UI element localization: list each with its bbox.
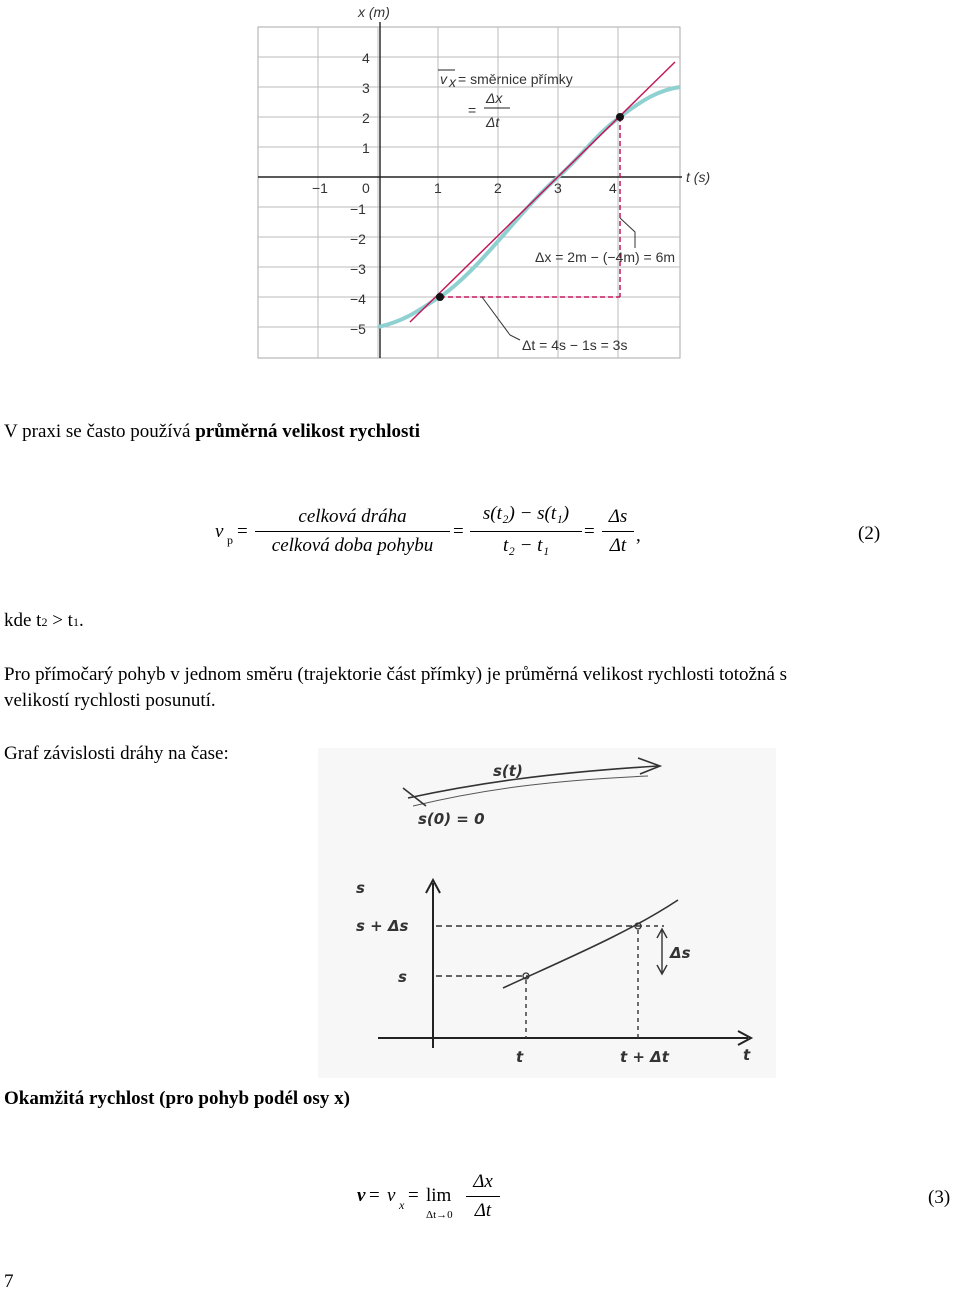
s-axis-label: s — [356, 879, 365, 897]
x-tick-labels — [350, 50, 370, 337]
point-t2 — [616, 113, 624, 121]
dt-pointer — [482, 297, 520, 340]
intro-line — [4, 420, 420, 443]
eq2-num2: s(t₂) − s(t₁) — [482, 503, 570, 524]
svg-text:v: v — [440, 71, 447, 87]
eq3-fracline — [466, 1196, 500, 1197]
eq3-lim-sub: Δt→0 — [426, 1209, 453, 1221]
eq3-lim: lim — [426, 1185, 452, 1206]
x-axis-label: x (m) — [358, 4, 390, 20]
s-plus-ds-label: s + Δs — [356, 917, 409, 935]
t-tick-labels — [312, 180, 617, 196]
svg-text:−1: −1 — [350, 201, 366, 217]
t-tick-label: t — [516, 1048, 524, 1066]
svg-text:0: 0 — [362, 180, 370, 196]
eq2-fracline1 — [255, 531, 450, 532]
svg-text:3: 3 — [554, 180, 562, 196]
kde-line: kde t2 > t1. — [4, 610, 84, 631]
eq2-eq1: = — [237, 521, 248, 542]
eq2-comma: , — [636, 525, 641, 546]
t-axis-label: t (s) — [686, 169, 711, 185]
svg-text:1: 1 — [434, 180, 442, 196]
eq3-eq1: = — [369, 1185, 380, 1206]
eq3-lhs: v — [357, 1185, 366, 1206]
svg-text:x: x — [449, 74, 456, 90]
trajectory-label: s(t) — [493, 762, 523, 780]
svg-text:−3: −3 — [350, 261, 366, 277]
svg-text:4: 4 — [609, 180, 617, 196]
dx-pointer — [620, 218, 635, 248]
intro-bold: průměrná velikost rychlosti — [195, 421, 421, 442]
svg-text:2: 2 — [494, 180, 502, 196]
paragraph-line-2: velikostí rychlosti posunutí. — [4, 690, 216, 711]
eq2-lhs: v — [215, 521, 224, 542]
secant-line — [410, 62, 675, 322]
dt-label: Δt = 4s − 1s = 3s — [522, 337, 628, 353]
page-number: 7 — [4, 1271, 14, 1292]
slope-legend — [438, 70, 573, 130]
svg-text:= směrnice přímky: = směrnice přímky — [458, 71, 573, 87]
dx-label: Δx = 2m − (−4m) = 6m — [535, 249, 676, 265]
eq3-number: (3) — [928, 1187, 951, 1208]
eq2-lhs-sub: p — [227, 533, 233, 547]
eq2-num3: Δs — [608, 506, 628, 527]
equation-3 — [0, 1165, 960, 1230]
eq2-eq2: = — [453, 521, 464, 542]
graph-caption: Graf závislosti dráhy na čase: — [4, 743, 229, 764]
eq3-vx-sub: x — [399, 1198, 405, 1212]
equation-2 — [0, 495, 960, 570]
svg-text:1: 1 — [362, 140, 370, 156]
distance-time-sketch — [318, 748, 776, 1078]
svg-text:2: 2 — [362, 110, 370, 126]
intro-plain: V praxi se často používá — [4, 421, 196, 442]
t-plus-dt-tick-label: t + Δt — [620, 1048, 669, 1066]
svg-text:−4: −4 — [350, 291, 366, 307]
eq2-den2: t₂ − t₁ — [502, 535, 550, 556]
t-axis-sketch-label: t — [743, 1046, 751, 1064]
svg-text:−5: −5 — [350, 321, 366, 337]
svg-text:Δt: Δt — [486, 114, 500, 130]
eq3-vx: v — [387, 1185, 396, 1206]
eq2-eq3: = — [584, 521, 595, 542]
position-time-graph — [250, 0, 730, 365]
svg-text:Δx: Δx — [486, 90, 503, 106]
eq2-den3: Δt — [609, 535, 627, 556]
eq2-den1: celková doba pohybu — [271, 535, 434, 556]
paragraph-line-1: Pro přímočarý pohyb v jednom směru (trajektorie část přímky) je průměrná velikost rychlosti totožná s — [4, 664, 788, 685]
svg-text:−1: −1 — [312, 180, 328, 196]
eq2-fracline3 — [602, 531, 634, 532]
svg-text:3: 3 — [362, 80, 370, 96]
eq3-eq2: = — [408, 1185, 419, 1206]
s-label: s — [398, 968, 407, 986]
instant-velocity-heading: Okamžitá rychlost (pro pohyb podél osy x) — [4, 1088, 350, 1109]
svg-text:4: 4 — [362, 50, 370, 66]
eq2-number: (2) — [858, 523, 881, 544]
ds-label: Δs — [670, 944, 691, 962]
svg-text:=: = — [468, 102, 477, 118]
point-t1 — [436, 293, 444, 301]
eq2-num1: celková dráha — [298, 506, 407, 527]
eq2-fracline2 — [470, 531, 582, 532]
origin-label: s(0) = 0 — [418, 810, 485, 828]
eq3-den: Δt — [474, 1200, 492, 1221]
eq3-num: Δx — [473, 1171, 493, 1192]
svg-text:−2: −2 — [350, 231, 366, 247]
